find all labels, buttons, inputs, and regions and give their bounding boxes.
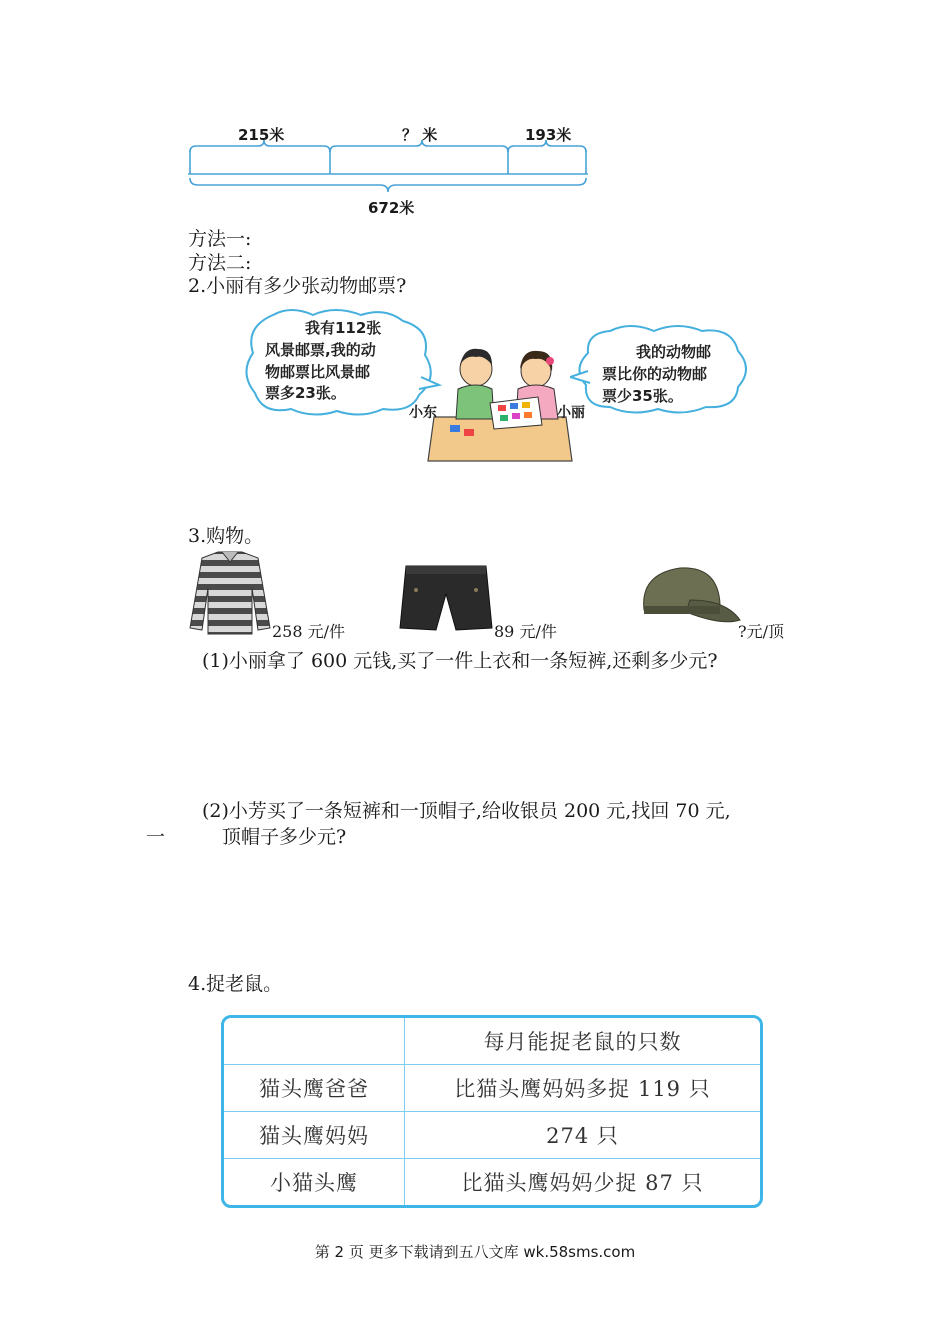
name-label-xiaodong: 小东 (409, 405, 437, 421)
price-shirt: 258 元/件 (272, 622, 346, 641)
right-bubble-line-1: 我的动物邮 (636, 343, 712, 361)
left-bubble-line-4: 票多23张。 (265, 384, 346, 403)
children-table-image (420, 345, 580, 463)
segment-label-3: 193米 (525, 126, 572, 144)
question-3-title: 3.购物。 (188, 525, 264, 547)
segment-label-2: ？ 米 (402, 126, 438, 144)
question-3-sub-2-dash: 一 (146, 826, 166, 848)
right-bubble-text (602, 342, 711, 407)
price-shorts: 89 元/件 (494, 622, 557, 641)
right-bubble-line-2: 票比你的动物邮 (602, 364, 708, 383)
table-header-cell (224, 1018, 405, 1064)
page-footer: 第 2 页 更多下载请到五八文库 wk.58sms.com (314, 1243, 636, 1261)
table-header-cell: 每月能捉老鼠的只数 (405, 1018, 761, 1064)
table-cell: 小猫头鹰 (224, 1159, 405, 1205)
question-3-sub-1: (1)小丽拿了 600 元钱,买了一件上衣和一条短裤,还剩多少元? (202, 650, 718, 672)
table-cell: 274 只 (405, 1111, 761, 1158)
table-row (224, 1159, 760, 1205)
price-cap: ?元/顶 (738, 622, 784, 641)
shorts-image (398, 560, 494, 634)
right-bubble-line-3: 票少35张。 (602, 386, 683, 405)
table-cell: 猫头鹰爸爸 (224, 1064, 405, 1111)
left-bubble-line-3: 物邮票比风景邮 (265, 362, 371, 381)
table-cell: 比猫头鹰妈妈少捉 87 只 (405, 1159, 761, 1205)
question-3-sub-2-line-2: 顶帽子多少元? (222, 826, 347, 848)
table-cell: 比猫头鹰妈妈多捉 119 只 (405, 1064, 761, 1111)
segment-total-label: 672米 (368, 199, 415, 217)
segment-lines (180, 138, 600, 198)
left-bubble-line-1: 我有112张 (305, 319, 382, 337)
segment-label-1: 215米 (238, 126, 285, 144)
left-bubble-text (265, 318, 381, 405)
name-label-xiaoli: 小丽 (557, 405, 585, 421)
method-two-label: 方法二: (188, 252, 252, 274)
owl-mice-table (221, 1015, 763, 1208)
question-2-title: 2.小丽有多少张动物邮票? (188, 275, 407, 297)
question-3-sub-2-line-1: (2)小芳买了一条短裤和一顶帽子,给收银员 200 元,找回 70 元, (202, 800, 731, 822)
table-row (224, 1111, 760, 1158)
cap-image (630, 560, 742, 632)
table-cell: 猫头鹰妈妈 (224, 1111, 405, 1158)
method-one-label: 方法一: (188, 228, 252, 250)
striped-shirt-image (188, 548, 272, 636)
question-4-title: 4.捉老鼠。 (188, 973, 283, 995)
left-bubble-line-2: 风景邮票,我的动 (265, 340, 376, 359)
table-header-row (224, 1018, 760, 1064)
table-row (224, 1064, 760, 1111)
